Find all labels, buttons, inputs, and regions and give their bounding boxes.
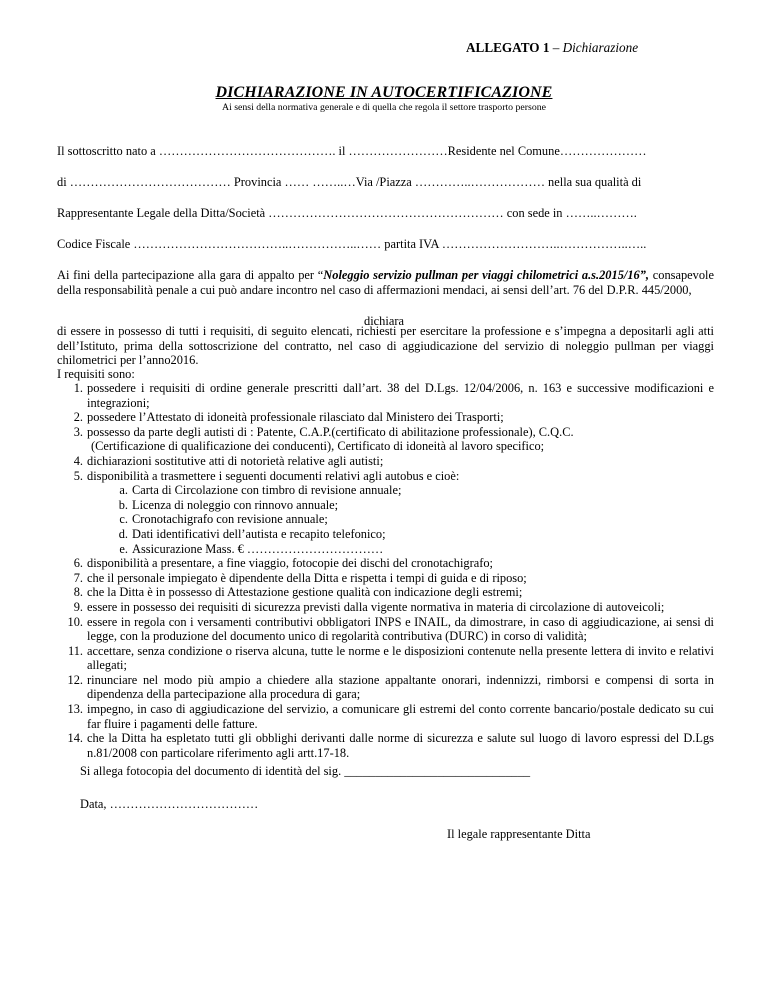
list-item: 1. possedere i requisiti di ordine generale prescritti dall’art. 38 del D.Lgs. 12/04/2006, n. 163 e successive modificazioni e integrazioni; (73, 381, 714, 410)
attachment-subtitle: – Dichiarazione (549, 40, 639, 55)
list-item: 10. essere in regola con i versamenti contributivi obbligatori INPS e INAIL, da dimostrare, in caso di aggiudicazione, ai sensi di legge, con la produzione del documento unico di regolarità contributiva (DURC) in corso di validità; (67, 614, 714, 644)
signature-label: Il legale rappresentante Ditta (447, 827, 591, 841)
list-item: 7. che il personale impiegato è dipendente della Ditta e rispetta i tempi di guida e di riposo; (73, 570, 527, 585)
requirements-list (57, 381, 714, 760)
list-item: 2. possedere l’Attestato di idoneità professionale rilasciato dal Ministero dei Trasporti; (73, 410, 504, 425)
sub-list-item: c. Cronotachigrafo con revisione annuale; (119, 512, 328, 527)
documents-sublist (87, 483, 714, 556)
list-item: 14. che la Ditta ha espletato tutti gli obblighi derivanti dalle norme di sicurezza e salute sul luogo di lavoro espressi del D.Lgs n.81/2008 con particolare riferimento agli artt.17-18. (67, 731, 714, 760)
list-item: 4. dichiarazioni sostitutive atti di notorietà relative agli autisti; (73, 453, 384, 468)
list-item: 13. impegno, in caso di aggiudicazione del servizio, a comunicare gli estremi del conto corrente bancario/postale dedicato su cui far fluire i pagamenti delle fatture. (67, 702, 714, 731)
form-line-company: Rappresentante Legale della Ditta/Società ………………………………………………… con sede in ……..………. (57, 206, 637, 220)
tender-name: Noleggio servizio pullman per viaggi chilometrici a.s.2015/16”, (323, 268, 650, 282)
list-item: 6. disponibilità a presentare, a fine viaggio, fotocopie dei dischi del cronotachigrafo; (73, 556, 493, 571)
form-line-tax: Codice Fiscale ………………………………..……………..…… partita IVA ………………………..……………..….. (57, 237, 647, 251)
list-item: 5. disponibilità a trasmettere i seguenti documenti relativi agli autobus e cioè: a. Carta di Circolazione con timbro di revisione annuale; b. Licenza di noleggio con rinnovo annuale; c. Cronotachigrafo con revisione annuale; d. Dati identificativi dell’autista e recapito telefonico; e. Assicurazione Mass. € …………………………… (87, 469, 714, 557)
attachment-number: ALLEGATO 1 (466, 40, 550, 55)
list-item: 9. essere in possesso dei requisiti di sicurezza previsti dalla vigente normativa in materia di circolazione di autoveicoli; (73, 599, 665, 614)
sub-list-item: e. Assicurazione Mass. € …………………………… (119, 541, 384, 556)
document-title: DICHIARAZIONE IN AUTOCERTIFICAZIONE (215, 84, 553, 101)
declaration-text: di essere in possesso di tutti i requisiti, di seguito elencati, richiesti per esercitare la professione e s’impegna a depositarli agli atti dell’Istituto, prima della sottoscrizione del contratto, nel caso di aggiudicazione del servizio di noleggio pullman per viaggi chilometrici per l’anno2016. (57, 324, 714, 368)
sub-list-item: d. Dati identificativi dell’autista e recapito telefonico; (118, 526, 386, 541)
intro-paragraph: Ai fini della partecipazione alla gara di appalto per “Noleggio servizio pullman per viaggi chilometrici a.s.2015/16”, consapevole della responsabilità penale a cui può andare incontro nel caso di affermazioni mendaci, ai sensi dell’art. 76 del D.P.R. 445/2000, (57, 268, 715, 297)
dichiara-heading: dichiara (364, 314, 404, 328)
sub-list-item: b. Licenza di noleggio con rinnovo annuale; (118, 497, 339, 512)
list-item: 12. rinunciare nel modo più ampio a chiedere alla stazione appaltante onorari, indennizzi, rimborsi e compensi di sorta in dipendenza della partecipazione alla procedura di gara; (67, 672, 714, 702)
identity-attachment-line: Si allega fotocopia del documento di identità del sig. ______________________________ (80, 764, 531, 778)
sub-list-item: a. Carta di Circolazione con timbro di revisione annuale; (119, 483, 402, 498)
requirements-intro: I requisiti sono: (57, 367, 135, 381)
date-line: Data, ……………………………… (80, 797, 259, 811)
form-line-address: di ………………………………… Provincia …… ……..…Via /Piazza …………..……………… nella sua qualità di (57, 175, 642, 189)
attachment-header (466, 40, 638, 56)
document-subtitle: Ai sensi della normativa generale e di quella che regola il settore trasporto persone (222, 102, 546, 113)
list-item: 3. possesso da parte degli autisti di : Patente, C.A.P.(certificato di abilitazione professionale), C.Q.C. (Certificazione di qualificazione dei conducenti), Certificato di idoneità al lavoro specifico; (73, 424, 574, 454)
list-item: 8. che la Ditta è in possesso di Attestazione gestione qualità con indicazione degli estremi; (73, 585, 523, 600)
list-item: 11. accettare, senza condizione o riserva alcuna, tutte le norme e le disposizioni contenute nella presente lettera di invito e relativi allegati; (67, 643, 714, 673)
form-line-birth: Il sottoscritto nato a ……………………………………. il ……………………Residente nel Comune………………… (57, 144, 647, 158)
